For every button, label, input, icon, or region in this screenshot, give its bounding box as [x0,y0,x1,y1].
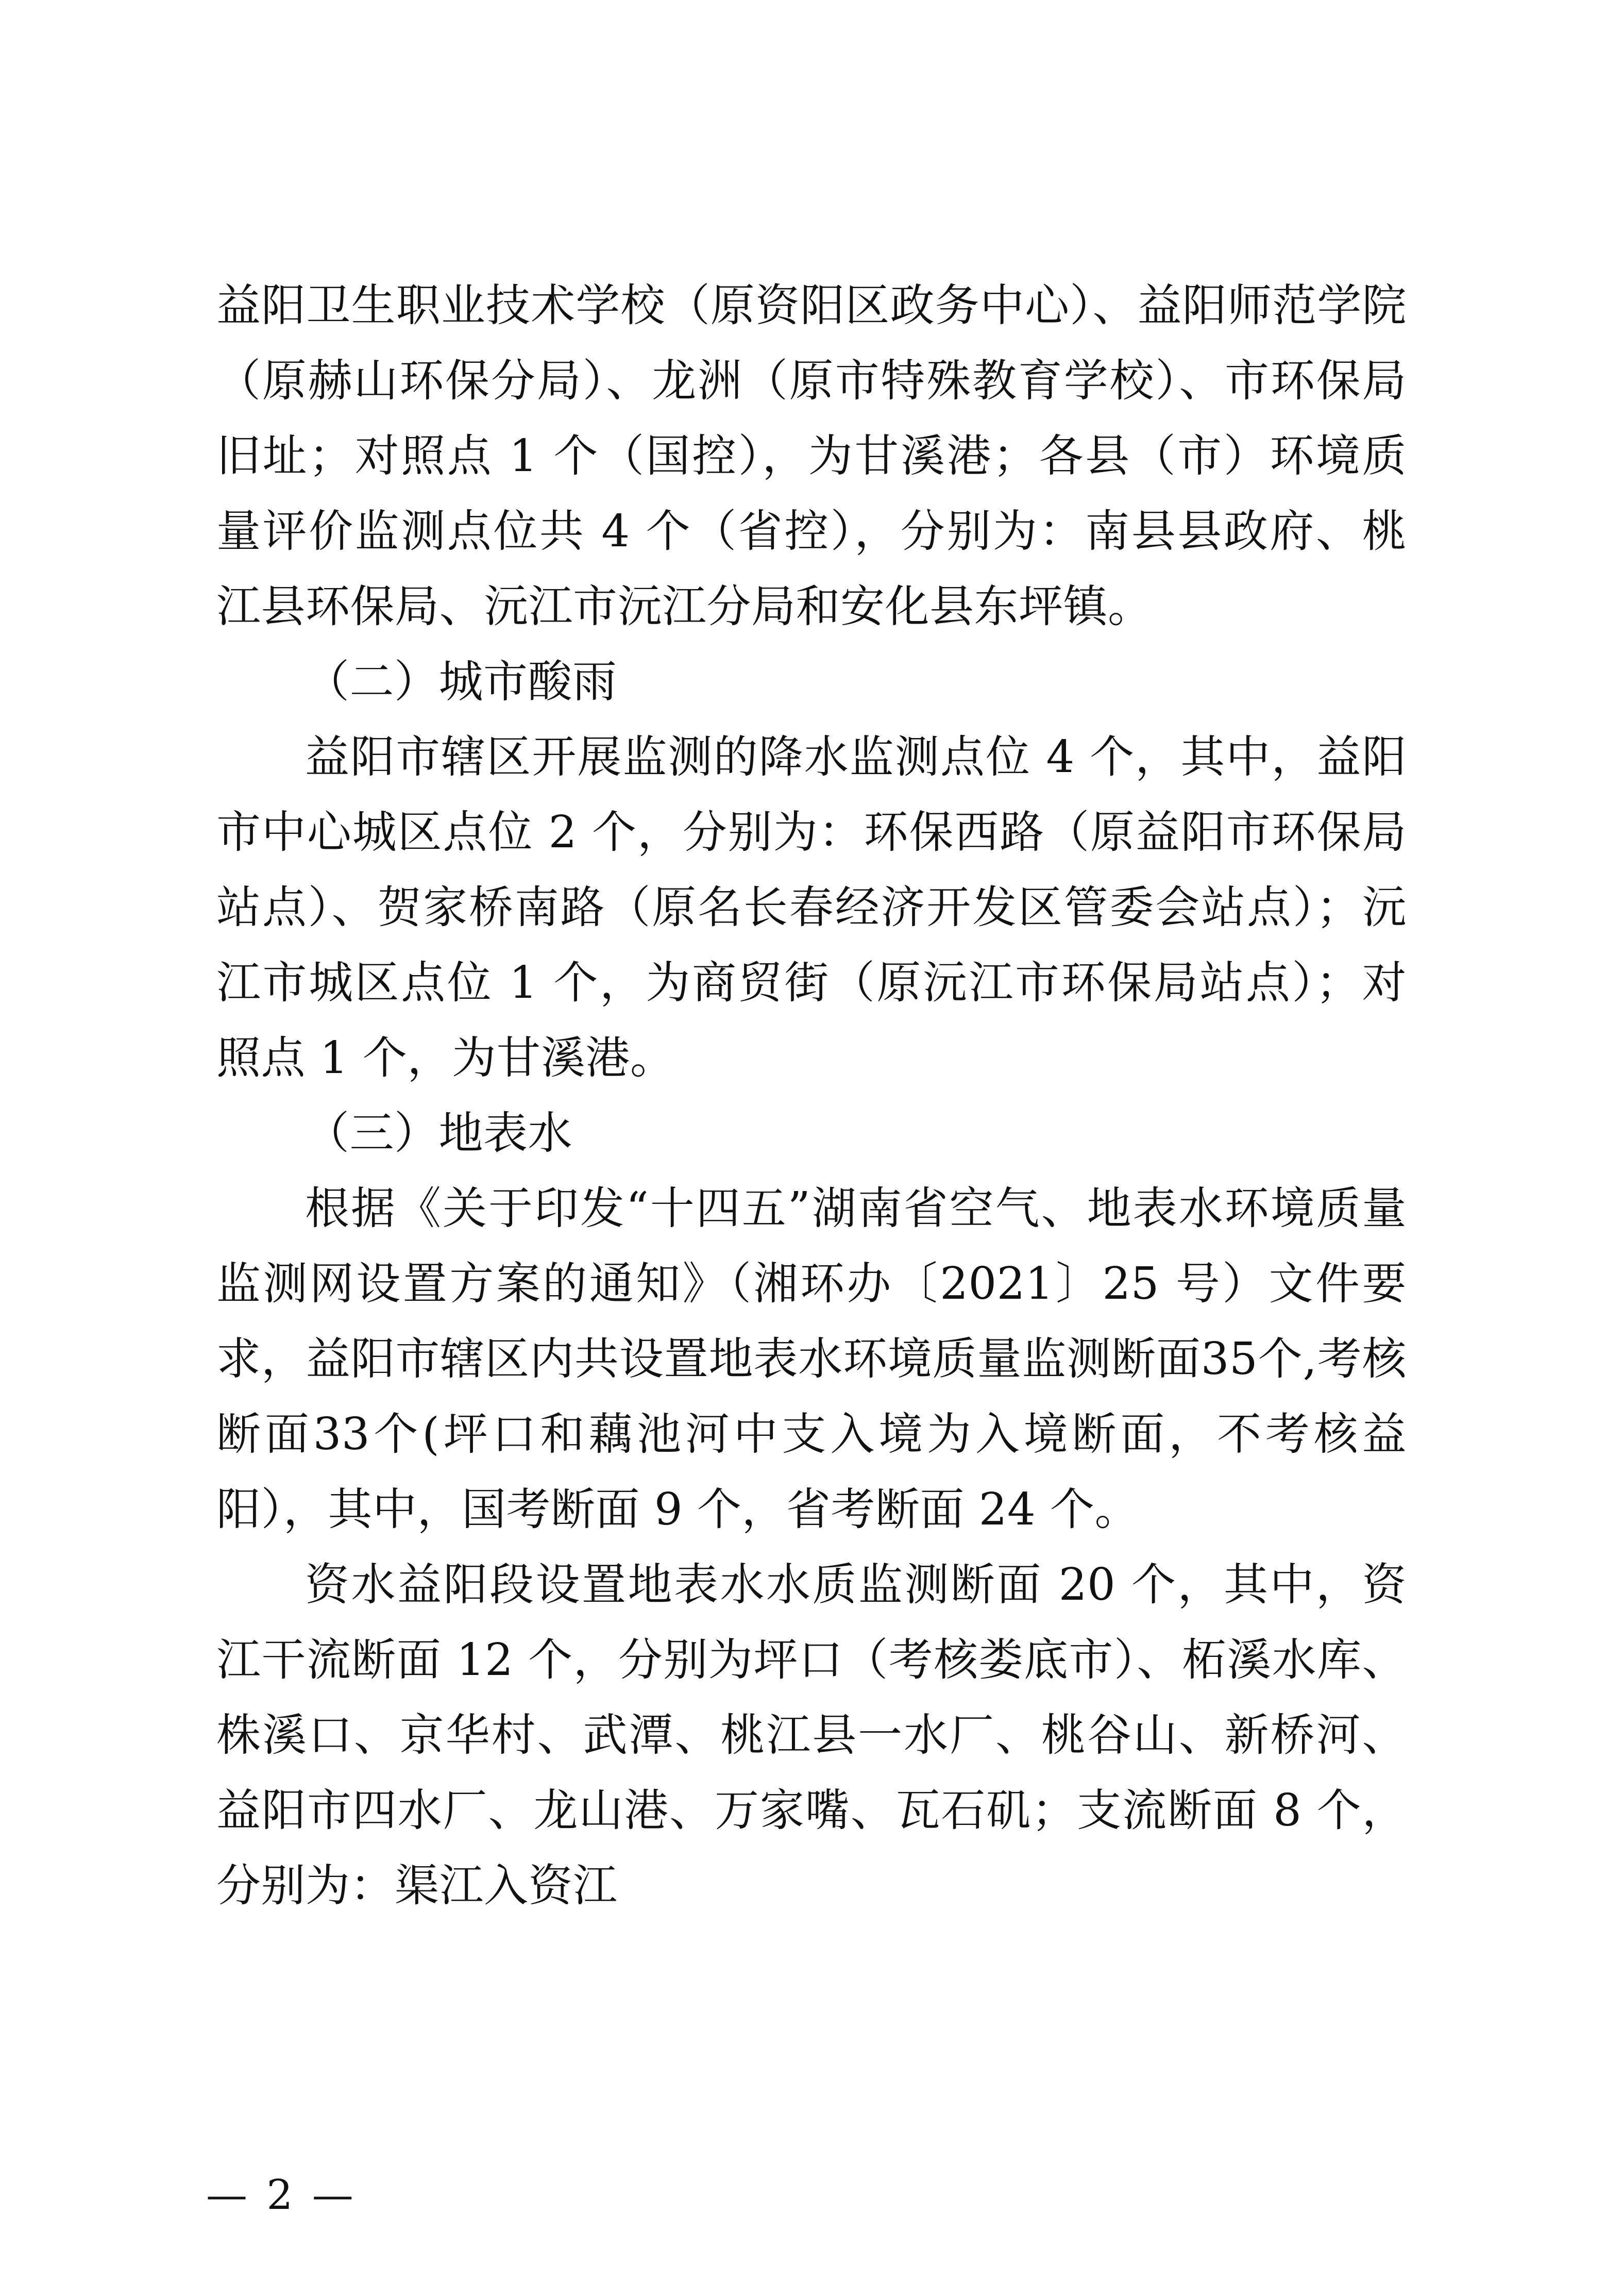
section-heading-2: （二）城市酸雨 [305,656,617,708]
paragraph-3: 根据《关于印发“十四五”湖南省空气、地表水环境质量监测网设置方案的通知》（湘环办〔2021〕25 号）文件要求，益阳市辖区内共设置地表水环境质量监测断面35个,考核断面33个(坪口和藕池河中支入境为入境断面，不考核益阳），其中，国考断面 9 个，省考断面 24 个。 [216,1183,1407,1535]
paragraph-2: 益阳市辖区开展监测的降水监测点位 4 个，其中，益阳市中心城区点位 2 个，分别为：环保西路（原益阳市环保局站点）、贺家桥南路（原名长春经济开发区管委会站点）；沅江市城区点位 1 个，为商贸街（原沅江市环保局站点）；对照点 1 个，为甘溪港。 [216,731,1407,1084]
section-heading-3: （三）地表水 [305,1108,572,1159]
paragraph-4: 资水益阳段设置地表水水质监测断面 20 个，其中，资江干流断面 12 个，分别为坪口（考核娄底市）、柘溪水库、株溪口、京华村、武潭、桃江县一水厂、桃谷山、新桥河、益阳市四水厂、龙山港、万家嘴、瓦石矶；支流断面 8 个，分别为：渠江入资江 [216,1559,1407,1912]
paragraph-1: 益阳卫生职业技术学校（原资阳区政务中心）、益阳师范学院（原赫山环保分局）、龙洲（原市特殊教育学校）、市环保局旧址；对照点 1 个（国控），为甘溪港；各县（市）环境质量评价监测点位共 4 个（省控），分别为：南县县政府、桃江县环保局、沅江市沅江分局和安化县东坪镇。 [216,280,1407,632]
document-body [216,268,1407,1923]
page-number: — 2 — [206,2171,357,2219]
